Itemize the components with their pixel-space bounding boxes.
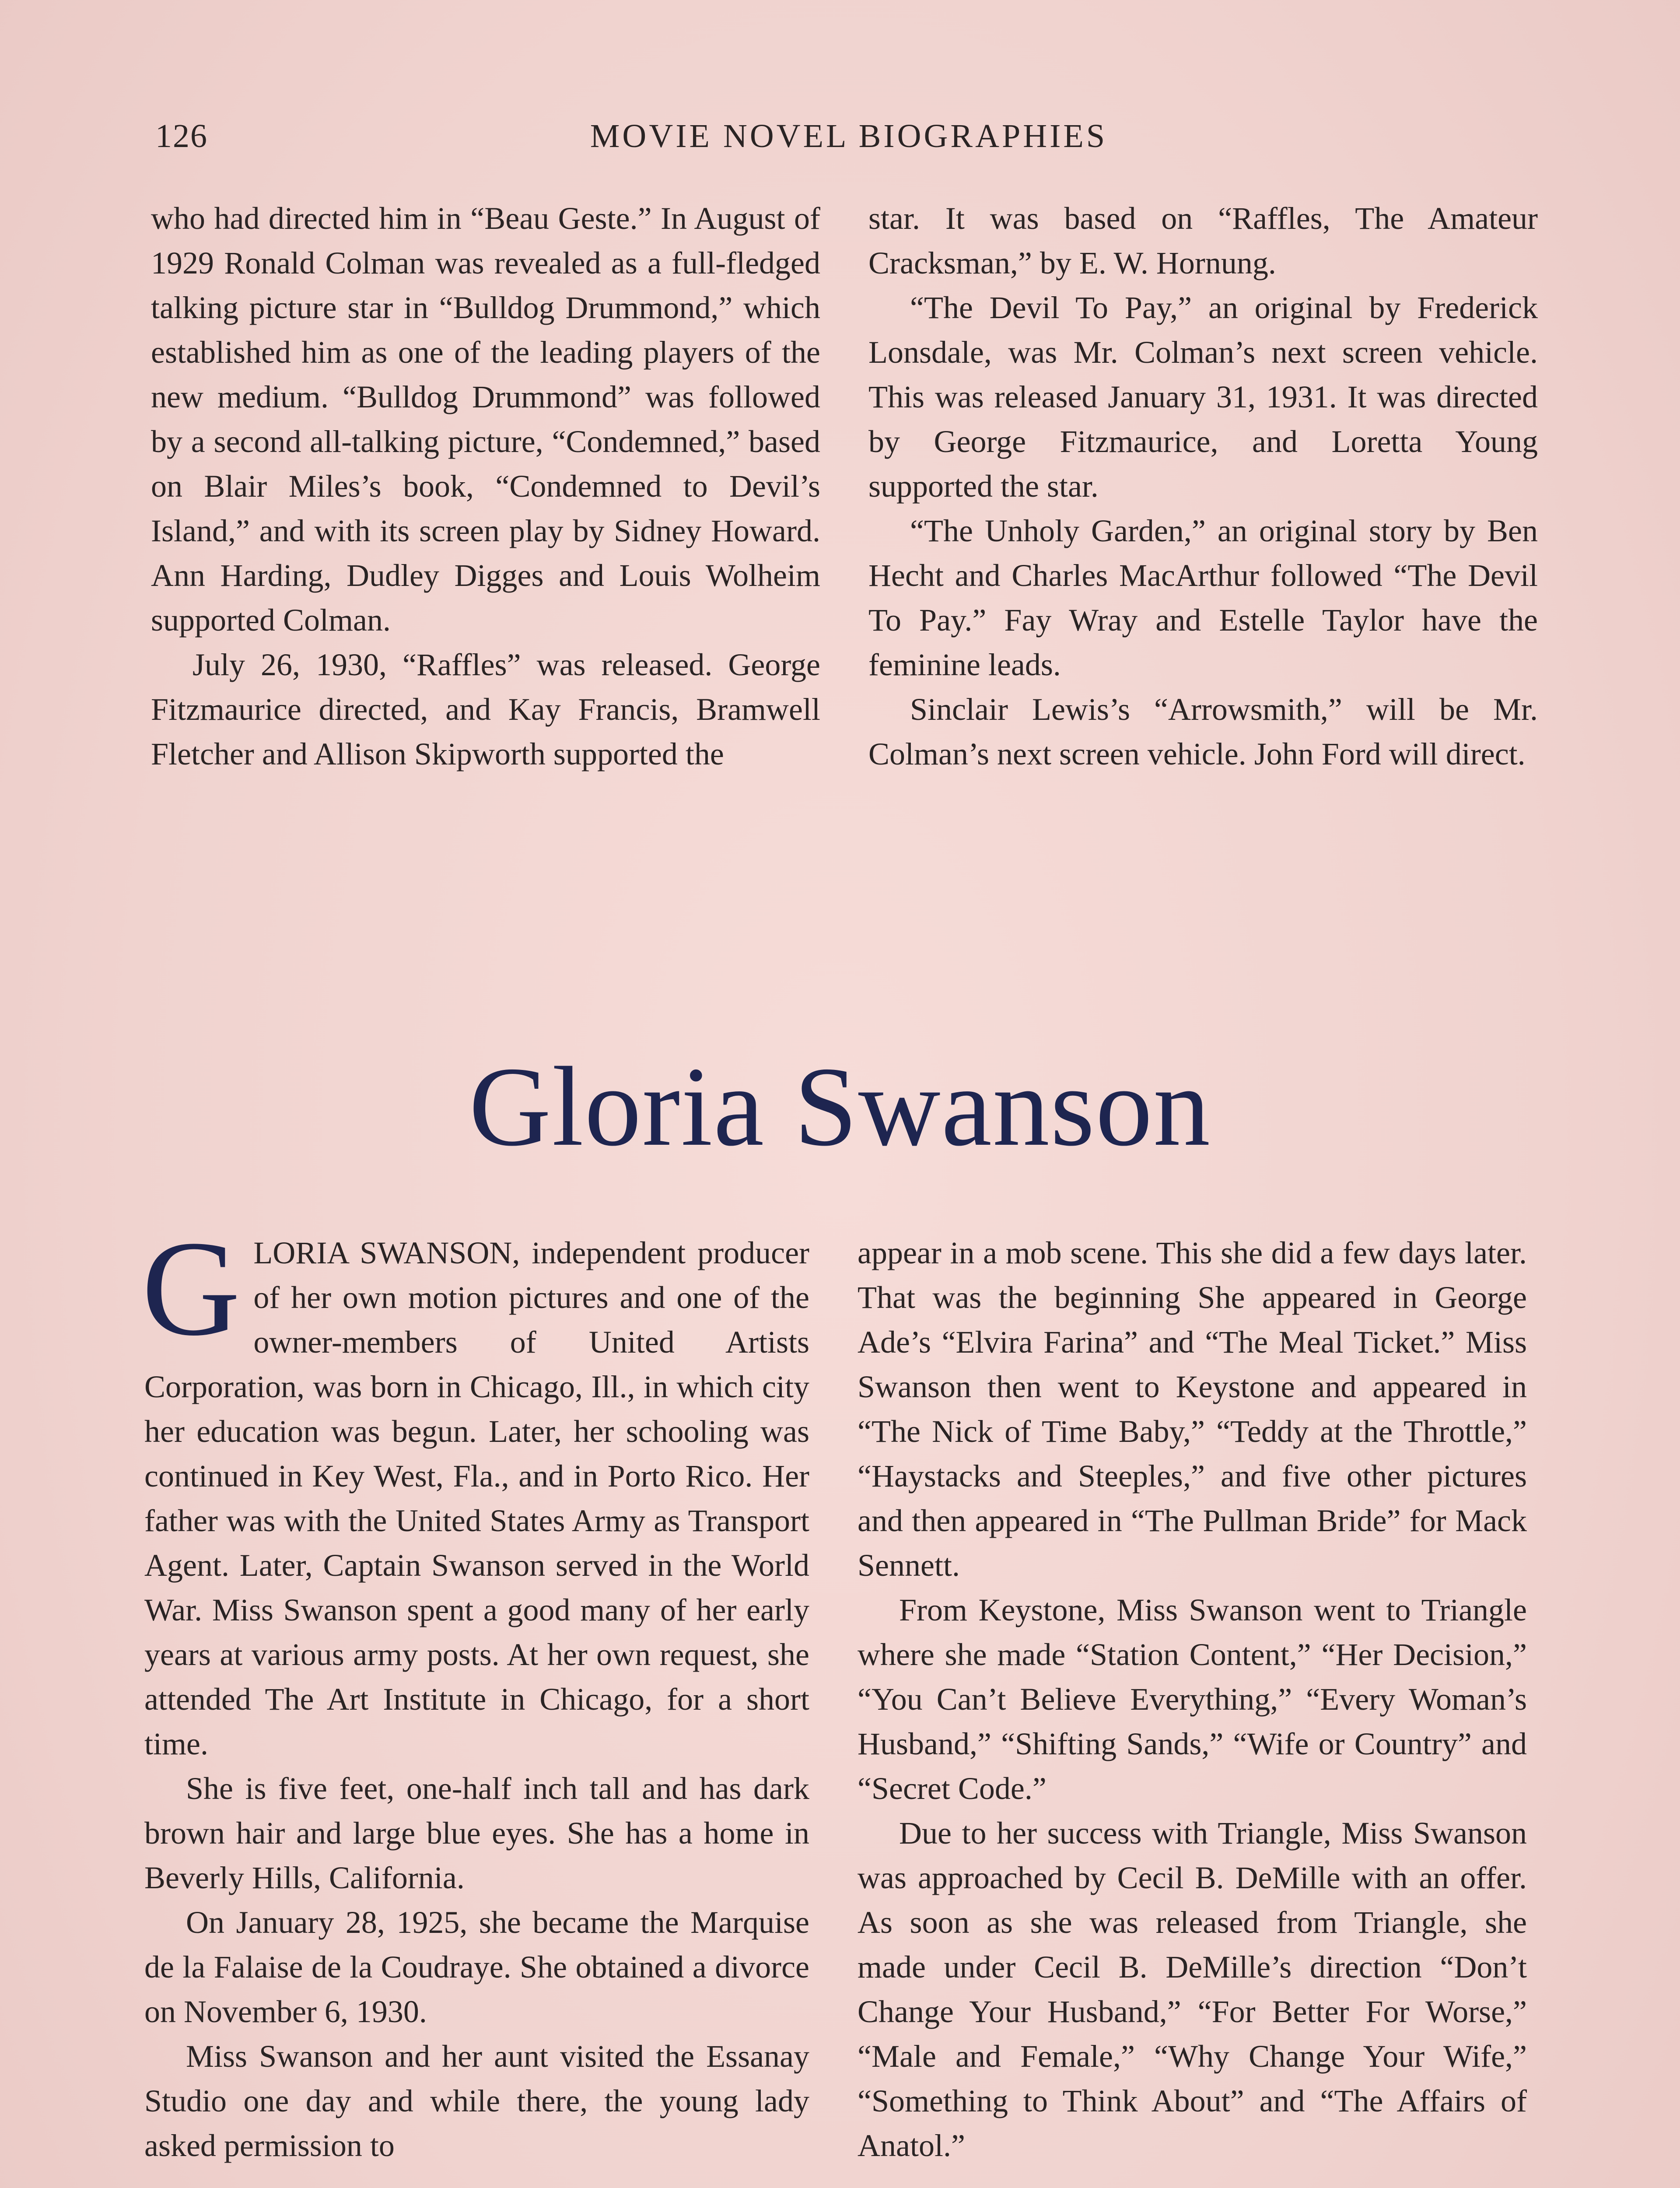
paragraph: Miss Swanson and her aunt visited the Essanay Studio one day and while there, the young lady asked permission to	[144, 2039, 809, 2163]
running-head	[155, 117, 1542, 165]
paragraph: She is five feet, one-half inch tall and has dark brown hair and large blue eyes. She has a home in Beverly Hills, California.	[144, 1771, 809, 1895]
paragraph	[142, 1213, 809, 1766]
paragraph: star. It was based on “Raffles, The Amateur Cracksman,” by E. W. Hornung.	[868, 201, 1538, 281]
paragraph: On January 28, 1925, she became the Marquise de la Falaise de la Coudraye. She obtained a divorce on November 6, 1930.	[144, 1905, 809, 2029]
paragraph: “The Devil To Pay,” an original by Frederick Lonsdale, was Mr. Colman’s next screen vehicle. This was released January 31, 1931. It was directed by George Fitzmaurice, and Loretta Young supported the star.	[868, 290, 1538, 504]
paragraph: July 26, 1930, “Raffles” was released. George Fitzmaurice directed, and Kay Francis, Bramwell Fletcher and Allison Skipworth supported the	[151, 647, 820, 771]
paragraph: appear in a mob scene. This she did a few days later. That was the beginning She appeared in George Ade’s “Elvira Farina” and “The Meal Ticket.” Miss Swanson then went to Keystone and appeared in “The Nick of Time Baby,” “Teddy at the Throttle,” “Haystacks and Steeples,” and five other pictures and then appeared in “The Pullman Bride” for Mack Sennett.	[858, 1235, 1527, 1583]
drop-cap: G	[142, 1213, 241, 1364]
running-title: MOVIE NOVEL BIOGRAPHIES	[590, 118, 1108, 154]
paragraph: Sinclair Lewis’s “Arrowsmith,” will be Mr. Colman’s next screen vehicle. John Ford will direct.	[868, 692, 1538, 771]
swanson-right-column	[858, 1231, 1527, 2168]
swanson-left-column	[142, 1213, 809, 2168]
paragraph: Due to her success with Triangle, Miss Swanson was approached by Cecil B. DeMille with an offer. As soon as she was released from Triangle, she made under Cecil B. DeMille’s direction “Don’t Change Your Husband,” “For Better For Worse,” “Male and Female,” “Why Change Your Wife,” “Something to Think About” and “The Affairs of Anatol.”	[858, 1816, 1527, 2163]
article-title: Gloria Swanson	[469, 1044, 1211, 1170]
first-paragraph-text: LORIA SWANSON, independent producer of her own motion pictures and one of the owner-members of United Artists Corporation, was born in Chicago, Ill., in which city her education was begun. Later, her schooling was continued in Key West, Fla., and in Porto Rico. Her father was with the United States Army as Transport Agent. Later, Captain Swanson served in the World War. Miss Swanson spent a good many of her early years at various army posts. At her own request, she attended The Art Institute in Chicago, for a short time.	[144, 1235, 809, 1761]
colman-right-column	[868, 196, 1538, 776]
page-number: 126	[155, 118, 208, 154]
paragraph: “The Unholy Garden,” an original story by Ben Hecht and Charles MacArthur followed “The Devil To Pay.” Fay Wray and Estelle Taylor have the feminine leads.	[868, 513, 1538, 682]
paragraph: From Keystone, Miss Swanson went to Triangle where she made “Station Content,” “Her Decision,” “You Can’t Believe Everything,” “Every Woman’s Husband,” “Shifting Sands,” “Wife or Country” and “Secret Code.”	[858, 1592, 1527, 1806]
paragraph: who had directed him in “Beau Geste.” In August of 1929 Ronald Colman was revealed as a full-fledged talking picture star in “Bulldog Drummond,” which established him as one of the leading players of the new medium. “Bulldog Drummond” was followed by a second all-talking picture, “Condemned,” based on Blair Miles’s book, “Condemned to Devil’s Island,” and with its screen play by Sidney Howard. Ann Harding, Dudley Digges and Louis Wolheim supported Colman.	[151, 201, 820, 638]
colman-left-column	[151, 196, 820, 776]
